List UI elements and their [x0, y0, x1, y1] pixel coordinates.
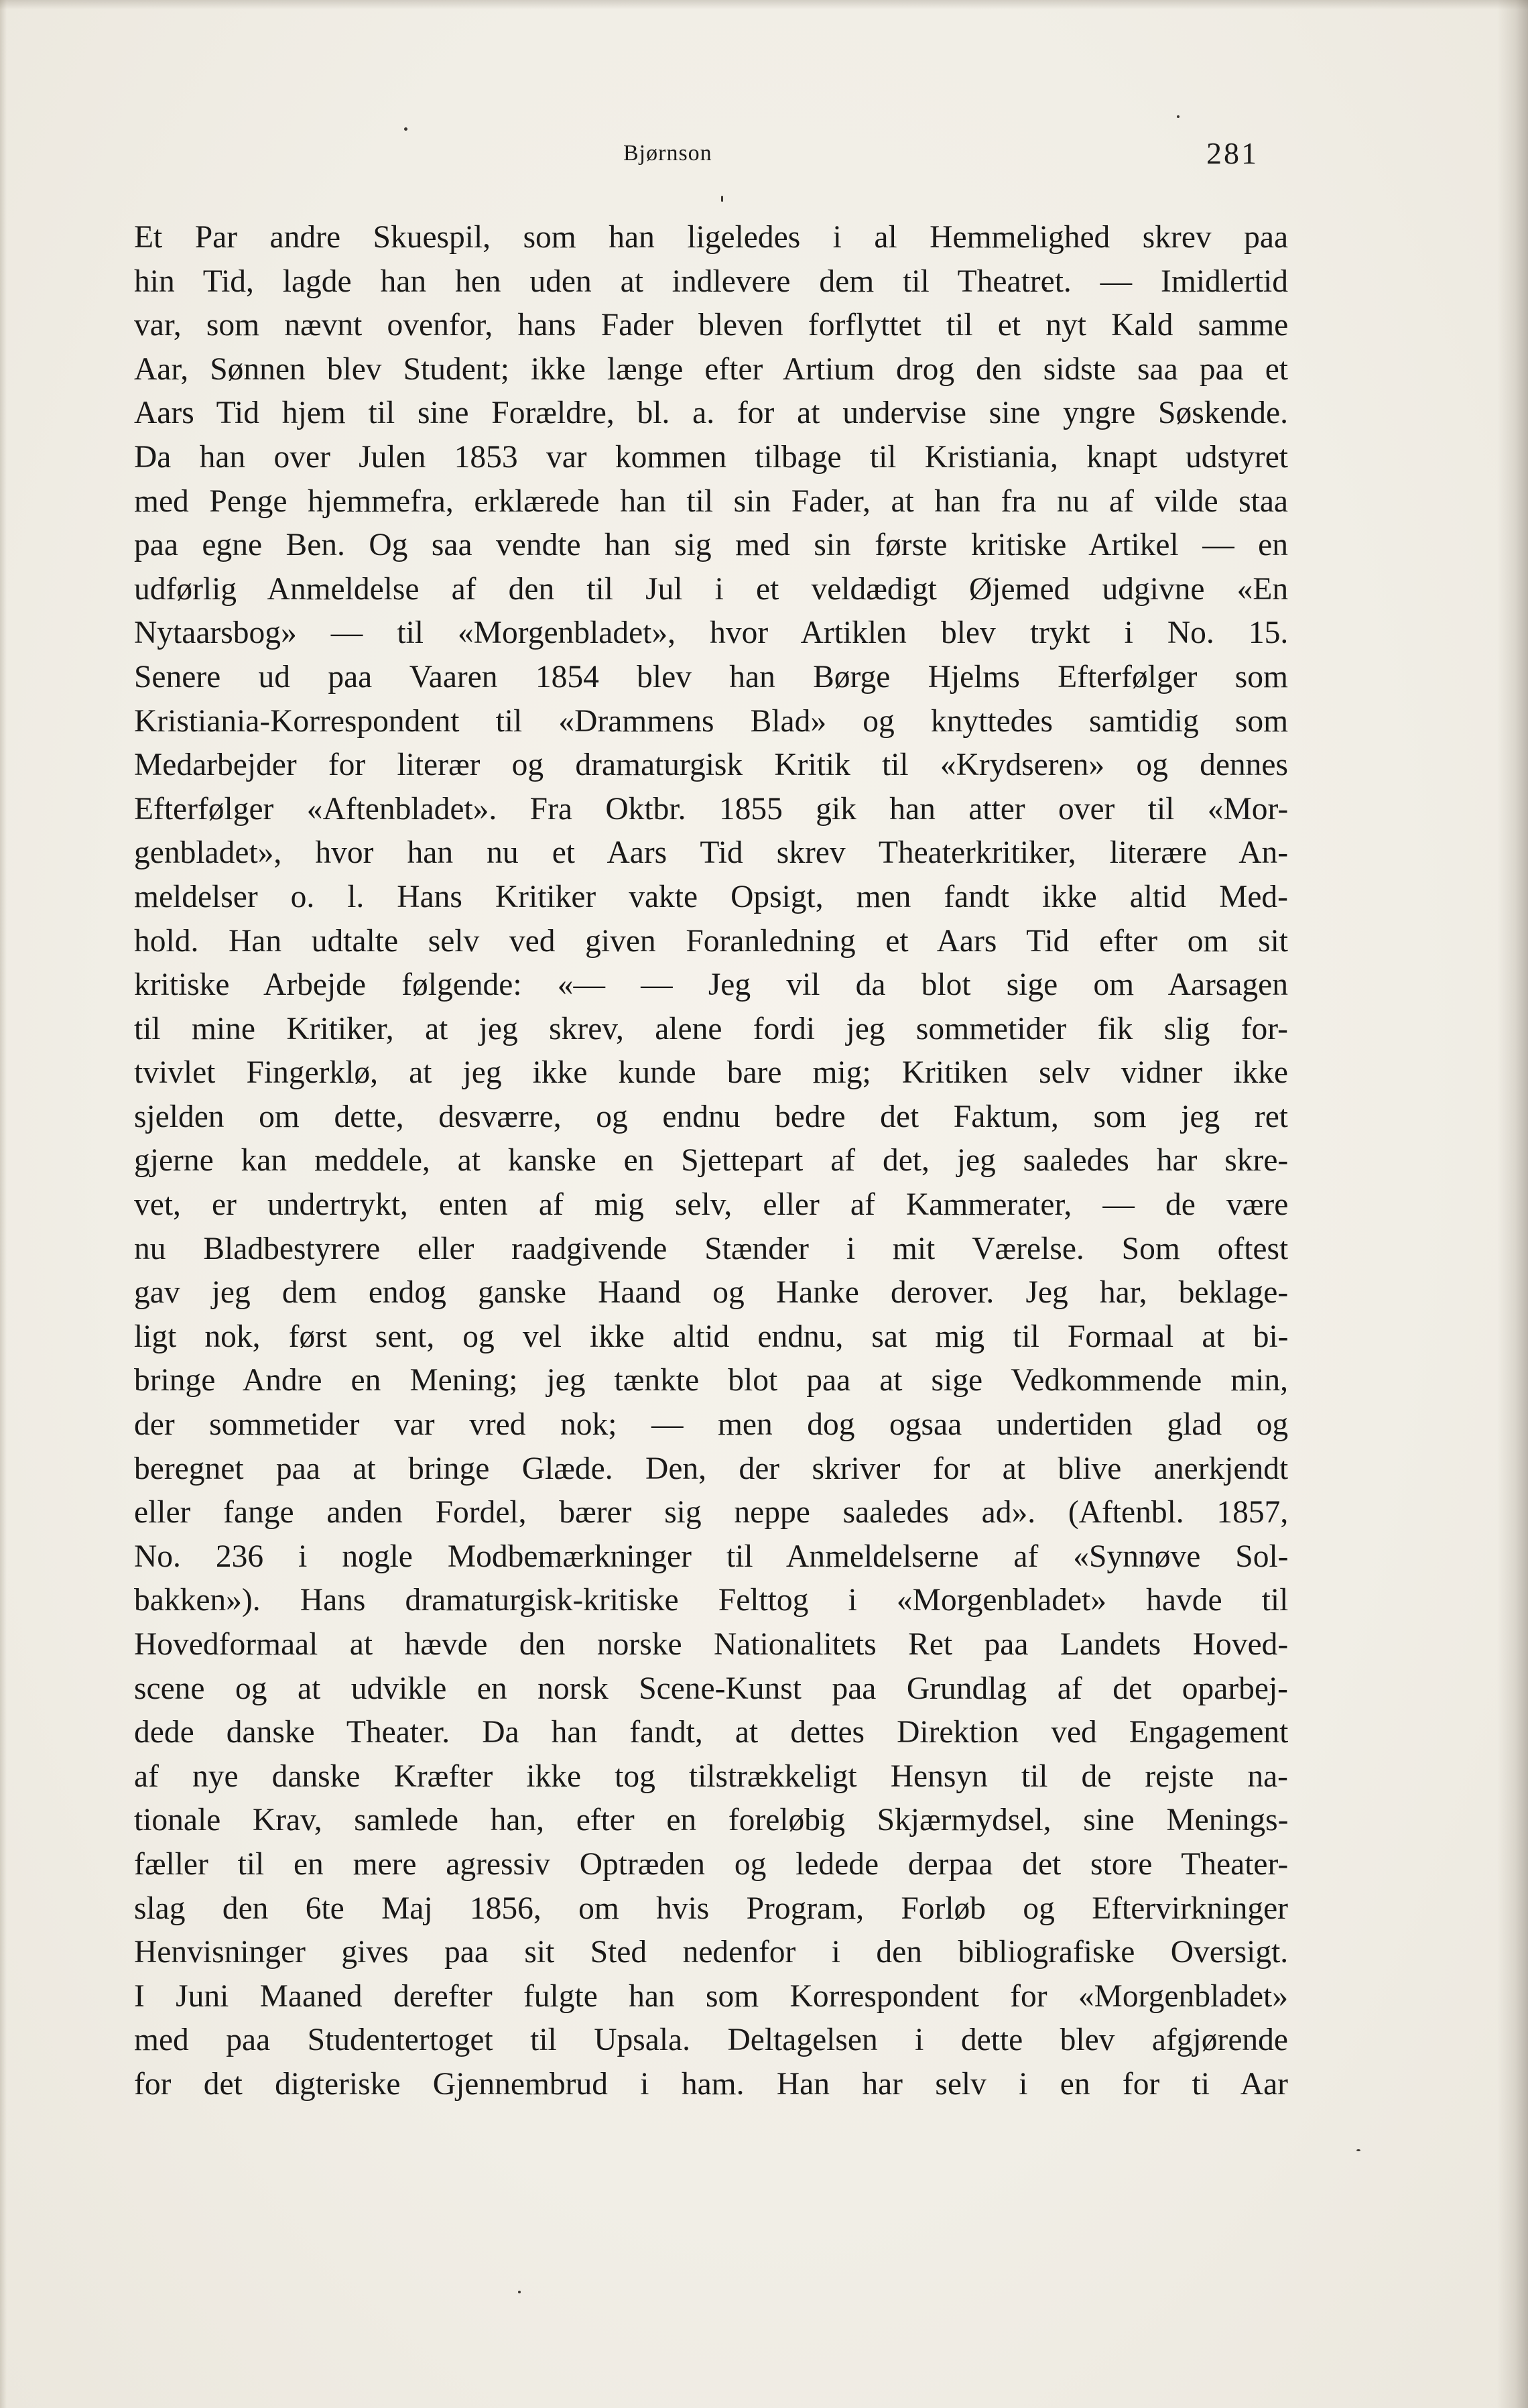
text-line: Et Par andre Skuespil, som han ligeledes i al Hemmelighed skrev paa [134, 220, 1288, 255]
text-line: var, som nævnt ovenfor, hans Fader bleven forflyttet til et nyt Kald samme [134, 308, 1288, 343]
paper-speck [1356, 2149, 1360, 2151]
text-line: kritiske Arbejde følgende: «— — Jeg vil da blot sige om Aarsagen [134, 967, 1288, 1003]
paper-speck [721, 196, 723, 202]
text-line: med paa Studentertoget til Upsala. Deltagelsen i dette blev afgjørende [134, 2023, 1288, 2058]
text-line: til mine Kritiker, at jeg skrev, alene fordi jeg sommetider fik slig for- [134, 1011, 1288, 1046]
text-line: tionale Krav, samlede han, efter en foreløbig Skjærmydsel, sine Menings- [134, 1803, 1288, 1838]
text-line: gjerne kan meddele, at kanske en Sjettepart af det, jeg saaledes har skre- [134, 1143, 1288, 1179]
text-line: Senere ud paa Vaaren 1854 blev han Børge Hjelms Efterfølger som [134, 659, 1288, 695]
text-line: paa egne Ben. Og saa vendte han sig med sin første kritiske Artikel — en [134, 528, 1288, 563]
text-line: Medarbejder for literær og dramaturgisk Kritik til «Krydseren» og dennes [134, 747, 1288, 783]
paper-speck [518, 2291, 521, 2293]
text-line: hin Tid, lagde han hen uden at indlevere dem til Theatret. — Imidlertid [134, 263, 1288, 299]
text-line: Henvisninger gives paa sit Sted nedenfor i den bibliografiske Oversigt. [134, 1935, 1288, 1970]
paper-speck [1177, 115, 1180, 118]
text-line: fæller til en mere agressiv Optræden og ledede derpaa det store Theater- [134, 1846, 1288, 1882]
text-line: vet, er undertrykt, enten af mig selv, eller af Kammerater, — de være [134, 1187, 1288, 1223]
text-line: ligt nok, først sent, og vel ikke altid endnu, sat mig til Formaal at bi- [134, 1319, 1288, 1354]
text-line: Da han over Julen 1853 var kommen tilbage til Kristiania, knapt udstyret [134, 439, 1288, 475]
text-line: tvivlet Fingerklø, at jeg ikke kunde bare mig; Kritiken selv vidner ikke [134, 1055, 1288, 1091]
page-top-shadow [0, 0, 1528, 9]
text-line: nu Bladbestyrere eller raadgivende Stænder i mit Værelse. Som oftest [134, 1231, 1288, 1266]
text-line: dede danske Theater. Da han fandt, at dettes Direktion ved Engagement [134, 1715, 1288, 1750]
text-line: Hovedformaal at hævde den norske Nationalitets Ret paa Landets Hoved- [134, 1627, 1288, 1662]
running-head [0, 135, 1528, 176]
text-line: I Juni Maaned derefter fulgte han som Korrespondent for «Morgenbladet» [134, 1978, 1288, 2014]
text-line: genbladet», hvor han nu et Aars Tid skrev Theaterkritiker, literære An- [134, 835, 1288, 871]
text-line: hold. Han udtalte selv ved given Foranledning et Aars Tid efter om sit [134, 923, 1288, 959]
text-line: med Penge hjemmefra, erklærede han til sin Fader, at han fra nu af vilde staa [134, 483, 1288, 519]
text-line: slag den 6te Maj 1856, om hvis Program, Forløb og Eftervirkninger [134, 1890, 1288, 1926]
text-line: udførlig Anmeldelse af den til Jul i et veldædigt Øjemed udgivne «En [134, 571, 1288, 607]
text-line: for det digteriske Gjennembrud i ham. Han har selv i en for ti Aar [134, 2066, 1288, 2102]
paper-speck [404, 127, 407, 131]
text-line: Nytaarsbog» — til «Morgenbladet», hvor Artiklen blev trykt i No. 15. [134, 615, 1288, 651]
page-number: 281 [1206, 136, 1259, 170]
body-text [134, 216, 1288, 2107]
text-line: der sommetider var vred nok; — men dog ogsaa undertiden glad og [134, 1407, 1288, 1443]
text-line: Aar, Sønnen blev Student; ikke længe efter Artium drog den sidste saa paa et [134, 351, 1288, 387]
text-line: beregnet paa at bringe Glæde. Den, der skriver for at blive anerkjendt [134, 1451, 1288, 1486]
text-line: scene og at udvikle en norsk Scene-Kunst paa Grundlag af det oparbej- [134, 1671, 1288, 1706]
text-line: bringe Andre en Mening; jeg tænkte blot paa at sige Vedkommende min, [134, 1363, 1288, 1398]
text-line: eller fange anden Fordel, bærer sig neppe saaledes ad». (Aftenbl. 1857, [134, 1495, 1288, 1530]
page-left-shadow [0, 0, 7, 2408]
running-title: Bjørnson [623, 141, 712, 166]
text-line: af nye danske Kræfter ikke tog tilstrækkeligt Hensyn til de rejste na- [134, 1758, 1288, 1794]
text-line: No. 236 i nogle Modbemærkninger til Anmeldelserne af «Synnøve Sol- [134, 1539, 1288, 1574]
text-line: Efterfølger «Aftenbladet». Fra Oktbr. 1855 gik han atter over til «Mor- [134, 791, 1288, 827]
text-line: sjelden om dette, desværre, og endnu bedre det Faktum, som jeg ret [134, 1099, 1288, 1134]
text-line: meldelser o. l. Hans Kritiker vakte Opsigt, men fandt ikke altid Med- [134, 879, 1288, 914]
page-right-shadow [1497, 0, 1528, 2408]
text-line: bakken»). Hans dramaturgisk-kritiske Felttog i «Morgenbladet» havde til [134, 1583, 1288, 1618]
text-line: Kristiania-Korrespondent til «Drammens Blad» og knyttedes samtidig som [134, 703, 1288, 739]
text-line: Aars Tid hjem til sine Forældre, bl. a. for at undervise sine yngre Søskende. [134, 396, 1288, 431]
text-line: gav jeg dem endog ganske Haand og Hanke derover. Jeg har, beklage- [134, 1275, 1288, 1311]
